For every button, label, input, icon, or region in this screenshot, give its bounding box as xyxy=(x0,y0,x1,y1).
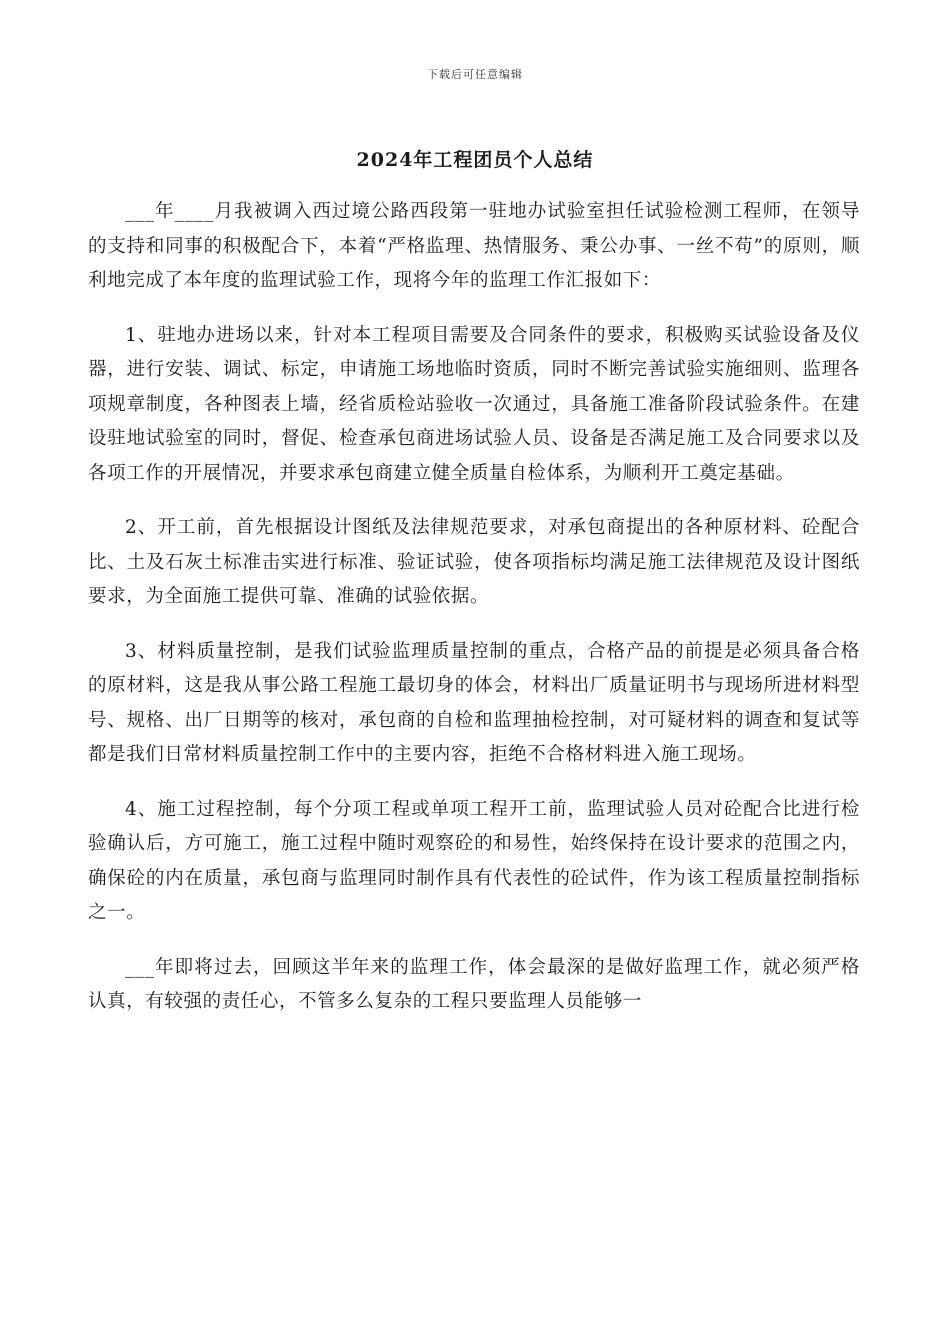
paragraph-item-2: 2、开工前，首先根据设计图纸及法律规范要求，对承包商提出的各种原材料、砼配合比、土及石灰土标准击实进行标准、验证试验，使各项指标均满足施工法律规范及设计图纸要求，为全面施工提供可靠、准确的试验依据。 xyxy=(88,517,860,607)
paragraph-closing: ___年即将过去，回顾这半年来的监理工作，体会最深的是做好监理工作，就必须严格认真，有较强的责任心，不管多么复杂的工程只要监理人员能够一 xyxy=(88,956,860,1012)
document-title: 2024年工程团员个人总结 xyxy=(356,149,594,171)
document-body xyxy=(88,195,860,1040)
paragraph-item-1: 1、驻地办进场以来，针对本工程项目需要及合同条件的要求，积极购买试验设备及仪器，进行安装、调试、标定，申请施工场地临时资质，同时不断完善试验实施细则、监理各项规章制度，各种图表上墙，经省质检站验收一次通过，具备施工准备阶段试验条件。在建设驻地试验室的同时，督促、检查承包商进场试验人员、设备是否满足施工及合同要求以及各项工作的开展情况，并要求承包商建立健全质量自检体系，为顺利开工奠定基础。 xyxy=(88,324,860,484)
paragraph-intro: ___年____月我被调入西过境公路西段第一驻地办试验室担任试验检测工程师，在领导的支持和同事的积极配合下，本着“严格监理、热情服务、秉公办事、一丝不苟”的原则，顺利地完成了本年度的监理试验工作，现将今年的监理工作汇报如下： xyxy=(88,201,860,291)
header-note: 下载后可任意编辑 xyxy=(427,68,523,81)
paragraph-item-4: 4、施工过程控制，每个分项工程或单项工程开工前，监理试验人员对砼配合比进行检验确认后，方可施工，施工过程中随时观察砼的和易性，始终保持在设计要求的范围之内，确保砼的内在质量，承包商与监理同时制作具有代表性的砼试件，作为该工程质量控制指标之一。 xyxy=(88,798,860,923)
paragraph-item-3: 3、材料质量控制，是我们试验监理质量控制的重点，合格产品的前提是必须具备合格的原材料，这是我从事公路工程施工最切身的体会，材料出厂质量证明书与现场所进材料型号、规格、出厂日期等的核对，承包商的自检和监理抽检控制，对可疑材料的调查和复试等都是我们日常材料质量控制工作中的主要内容，拒绝不合格材料进入施工现场。 xyxy=(88,640,860,765)
